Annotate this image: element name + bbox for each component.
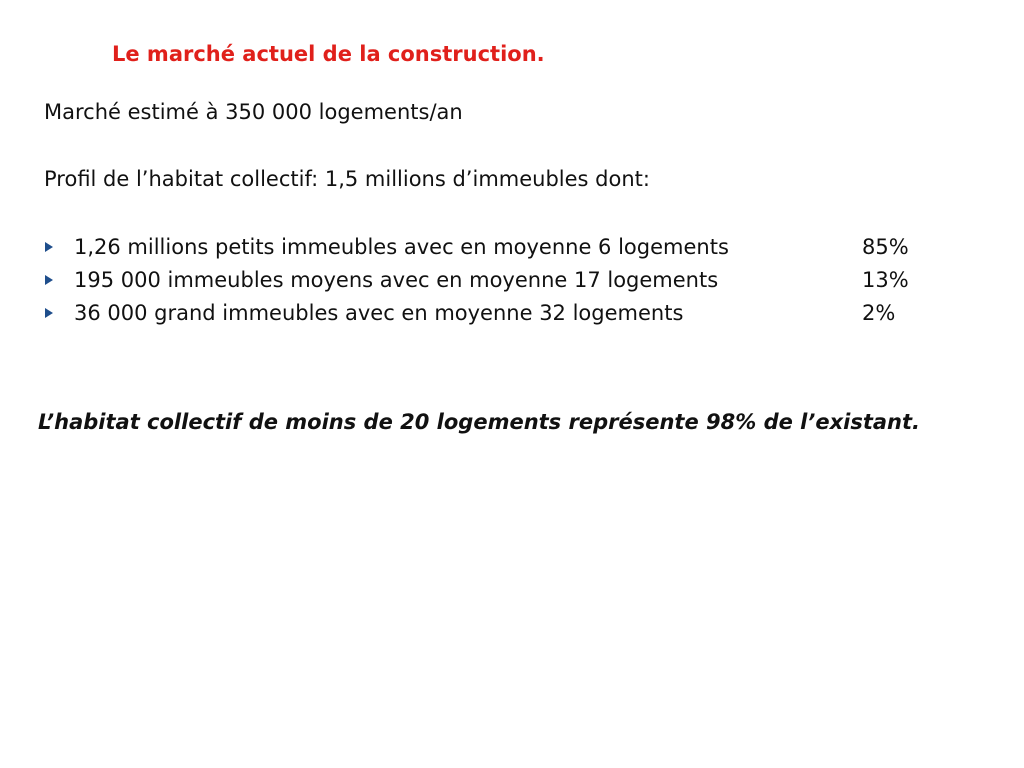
slide-title: Le marché actuel de la construction. [112,42,545,66]
list-item-text: 1,26 millions petits immeubles avec en moyenne 6 logements [74,234,729,259]
list-item-percent: 2% [862,300,896,325]
triangle-bullet-icon [44,307,74,319]
list-item-percent: 85% [862,234,909,259]
triangle-bullet-icon [44,241,74,253]
conclusion-text: L’habitat collectif de moins de 20 logements représente 98% de l’existant. [38,410,921,434]
list-item-text: 195 000 immeubles moyens avec en moyenne 17 logements [74,267,719,292]
market-estimate-text: Marché estimé à 350 000 logements/an [44,100,463,124]
list-item-text: 36 000 grand immeubles avec en moyenne 32 logements [74,300,684,325]
list-item-percent: 13% [862,267,909,292]
list-item [44,296,944,329]
list-item [44,263,944,296]
triangle-bullet-icon [44,274,74,286]
profile-intro-text: Profil de l’habitat collectif: 1,5 millions d’immeubles dont: [44,167,650,191]
building-profile-list [44,230,944,329]
list-item [44,230,944,263]
